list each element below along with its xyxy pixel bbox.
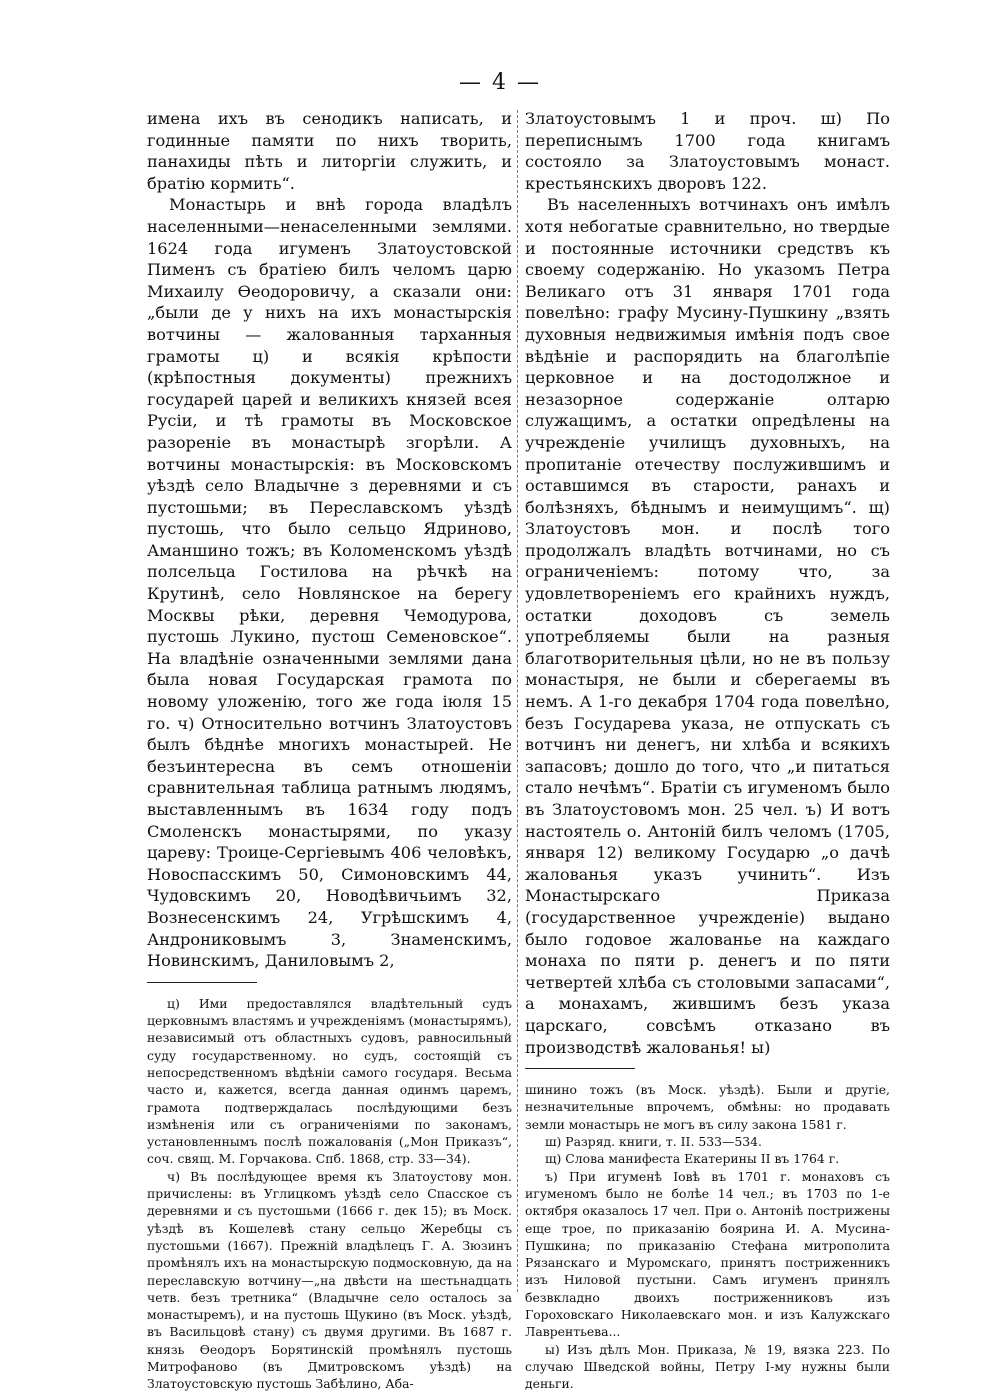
footnote-shch: щ) Слова манифеста Екатерины II въ 1764 г. — [545, 1151, 840, 1167]
footnote-continuation: шинино тожъ (въ Моск. уѣздѣ). Были и другіе, незначительные впрочемъ, обмѣны: но продавать земли монастырь не могъ въ силу закона 1581 г. — [525, 1082, 890, 1132]
footnote-rule-left — [147, 982, 257, 983]
footnote-rule-right — [525, 1068, 635, 1069]
left-paragraph-1: имена ихъ въ сенодикъ написать, и годинные памяти по нихъ творить, панахиды пѣть и литоргіи служить, и братію кормить“. — [147, 109, 512, 193]
right-footnotes — [525, 1081, 890, 1392]
footnote-hard-sign: ъ) При игуменѣ Іовѣ въ 1701 г. монаховъ съ игуменомъ было не болѣе 14 чел.; въ 1703 по 1-е октября оказалось 17 чел. При о. Антоніѣ пострижены еще трое, по приказанію боярина И. А. Мусина-Пушкина; по приказанію Стефана митрополита Рязанскаго и Муромскаго, принятъ постриженникъ изъ Ниловой пустыни. Самъ игуменъ принялъ безвкладно двоихъ постриженниковъ изъ Гороховскаго Николаевскаго мон. и изъ Калужскаго Лаврентьева... — [525, 1168, 890, 1340]
left-paragraph-2: Монастырь и внѣ города владѣлъ населенными—ненаселенными землями. 1624 года игуменъ Златоустовской Пименъ съ братіею билъ челомъ царю Михаилу Ѳеодоровичу, а сказали они: „были де у нихъ на ихъ монастырскія вотчины — жалованныя тарханныя грамоты ц) и всякія крѣпости (крѣпостныя документы) прежнихъ государей царей и великихъ князей всея Русіи, и тѣ грамоты въ Московское разореніе въ монастырѣ згорѣли. А вотчины монастырскія: въ Московскомъ уѣздѣ село Владычне з деревнями и съ пустошьми; въ Переславскомъ уѣздѣ пустошь, что было сельцо Ядриново, Аманшино тожъ; въ Коломенскомъ уѣздѣ полсельца Гостилова на рѣчкѣ на Крутинѣ, село Новлянское на берегу Москвы рѣки, деревня Чемодурова, пустошь Лукино, пустош Семеновское“. На владѣніе означенными землями дана была новая Государская грамота по новому уложенію, того же года іюля 15 го. ч) Относительно вотчинъ Златоустовъ былъ бѣднѣе многихъ монастырей. Не безъинтересна въ семъ отношеніи сравнительная таблица ратнымъ людямъ, выставленнымъ въ 1634 году подъ Смоленскъ монастырями, по указу цареву: Троице-Сергіевымъ 406 человѣкъ, Новоспасскимъ 50, Симоновскимъ 44, Чудовскимъ 20, Новодѣвичьимъ 32, Вознесенскимъ 24, Угрѣшскимъ 4, Андрониковымъ 3, Знаменскимъ, Новинскимъ, Даниловымъ 2, — [147, 195, 512, 971]
right-main-text — [525, 108, 890, 1058]
footnote-ch: ч) Въ послѣдующее время къ Златоустову мон. причислены: въ Углицкомъ уѣздѣ село Спасское съ деревнями и съ пустошьми (1666 г. дек 15); въ Моск. уѣздѣ въ Кошелевѣ стану сельцо Жеребцы съ пустошьми (1667). Прежній владѣлецъ Г. А. Зюзинъ промѣнялъ ихъ на монастырскую подмосковную, да на переславскую вотчину—„на двѣсти на шестьнадцать четв. безъ третника“ (Владычне село осталось за монастыремъ), и на пустошь Щукино (въ Моск. уѣздѣ, въ Васильцовѣ стану) съ двумя другими. Въ 1687 г. князь Ѳеодоръ Борятинскій промѣнялъ пустошь Митрофаново (въ Дмитровскомъ уѣздѣ) на Златоустовскую пустошь Забѣлино, Аба- — [147, 1168, 512, 1392]
right-paragraph-1: Златоустовымъ 1 и проч. ш) По переписнымъ 1700 года книгамъ состояло за Златоустовымъ монаст. крестьянскихъ дворовъ 122. — [525, 109, 890, 193]
footnote-y: ы) Изъ дѣлъ Мон. Приказа, № 19, вязка 223. По случаю Шведской войны, Петру I-му нужны были деньги. — [525, 1341, 890, 1392]
right-paragraph-2: Въ населенныхъ вотчинахъ онъ имѣлъ хотя небогатые сравнительно, но твердые и постоянные источники средствъ къ своему содержанію. Но указомъ Петра Великаго отъ 31 января 1701 года повелѣно: графу Мусину-Пушкину „взять духовныя недвижимыя имѣнія подъ свое вѣдѣніе и распорядить на благолѣпіе церковное и на достодолжное и незазорное содержаніе олтарю служащимъ, а остатки опредѣлены на учрежденіе училищъ духовныхъ, на пропитаніе отечеству послужившимъ и оставшимся въ старости, ранахъ и болѣзняхъ, бѣднымъ и неимущимъ“. щ) Златоустовъ мон. и послѣ того продолжалъ владѣть вотчинами, но съ ограниченіемъ: потому что, за удовлетвореніемъ его крайнихъ нуждъ, остатки доходовъ съ земель употребляемы были на разныя благотворительныя цѣли, но не въ пользу монастыря, не были и сберегаемы въ немъ. А 1-го декабря 1704 года повелѣно, безъ Государева указа, не отпускать съ вотчинъ ни денегъ, ни хлѣба и всякихъ запасовъ; дошло до того, что „и питаться стало нечѣмъ“. Братіи съ игуменомъ было въ Златоустовомъ мон. 25 чел. ъ) И вотъ настоятель о. Антоній билъ челомъ (1705, января 12) великому Государю „о дачѣ жалованья указъ учинить“. Изъ Монастырскаго Приказа (государственное учрежденіе) выдано было годовое жалованье на каждаго монаха по пяти р. денегъ и по пяти четвертей хлѣба съ столовыми запасами“, а монахамъ, жившимъ безъ указа царскаго, совсѣмъ отказано въ производствѣ жалованья! ы) — [525, 195, 890, 1057]
footnote-sh: ш) Разряд. книги, т. II. 533—534. — [545, 1134, 762, 1150]
footnote-ts: ц) Ими предоставлялся владѣтельный судъ церковнымъ властямъ и учрежденіямъ (монастырямъ), независимый отъ областныхъ судовъ, равносильный суду государственному. но судъ, состоящій съ непосредственномъ вѣдѣніи самого государя. Весьма часто и, кажется, всегда данная одинмъ царемъ, грамота подтверждалась послѣдующими безъ измѣненія или съ ограниченіями по законамъ, установленнымъ послѣ пожалованія („Мон Приказъ“, соч. свящ. М. Горчакова. Спб. 1868, стр. 33—34). — [147, 995, 512, 1167]
right-column — [525, 108, 890, 1392]
column-divider — [517, 110, 518, 1292]
left-main-text — [147, 108, 512, 972]
left-column — [147, 108, 512, 1393]
page-number: — 4 — — [459, 70, 541, 95]
